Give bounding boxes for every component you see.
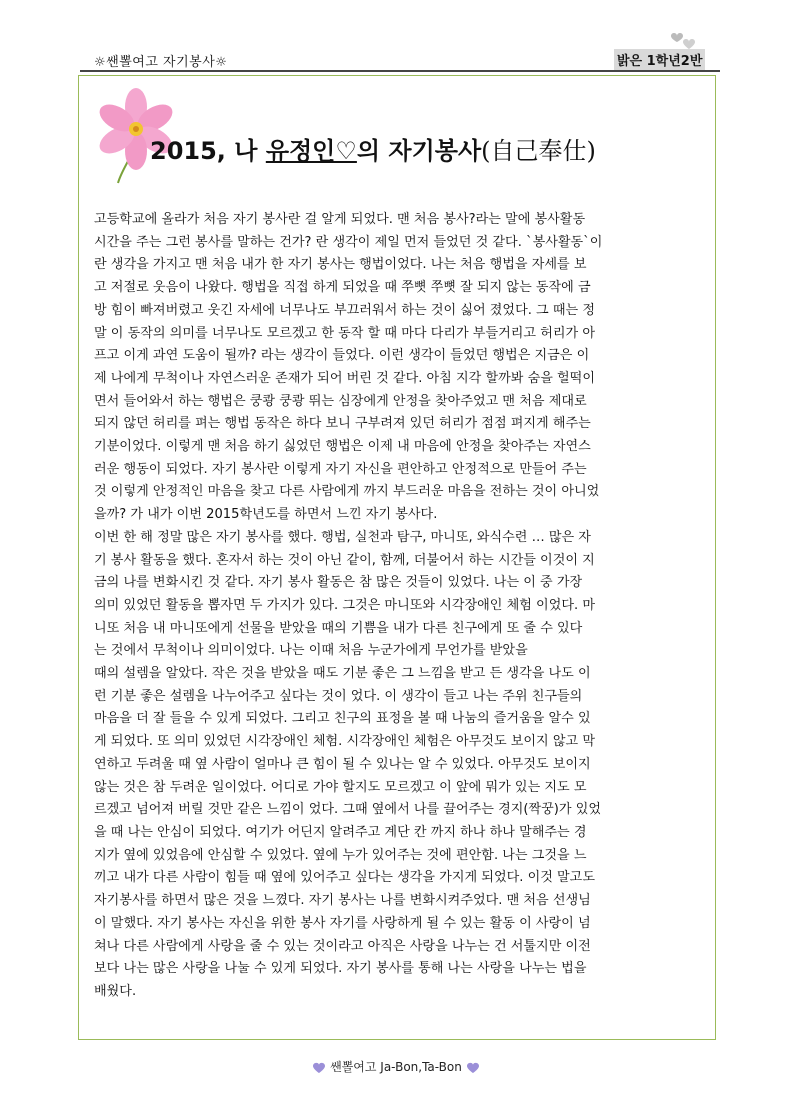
body-line: 연하고 두려울 때 옆 사람이 얼마나 큰 힘이 될 수 있나는 알 수 있었다. 아무것도 보이지 [94,756,591,772]
body-line: 을까? 가 내가 이번 2015학년도를 하면서 느낀 자기 봉사다. [94,507,438,523]
body-line: 자기봉사를 하면서 많은 것을 느꼈다. 자기 봉사는 나를 변화시켜주었다. 맨 처음 선생님 [94,893,591,909]
body-line: 르겠고 넘어져 버릴 것만 같은 느낌이 었다. 그때 옆에서 나를 끌어주는 경지(짝꿍)가 있었 [94,802,602,818]
essay-body [94,209,694,1004]
body-line: 시간을 주는 그런 봉사를 말하는 건가? 란 생각이 제일 먼저 들었던 것 같다. `봉사활동`이 [94,234,603,250]
title-middle: 의 자기봉사 [356,137,482,165]
decorative-hearts-icon [668,30,698,56]
body-line: 금의 나를 변화시킨 것 같다. 자기 봉사 활동은 참 많은 것들이 있었다. 나는 이 중 가장 [94,575,583,591]
header-school-title: ☼쌘뽈여고 자기봉사☼ [94,55,228,70]
body-line: 고등학교에 올라가 처음 자기 봉사란 걸 알게 되었다. 맨 처음 봉사?라는 말에 봉사활동 [94,212,586,227]
body-line: 런 기분 좋은 설렘을 나누어주고 싶다는 것이 었다. 이 생각이 들고 나는 주위 친구들의 [94,688,583,704]
body-line: 보다 나는 많은 사랑을 나눌 수 있게 되었다. 자기 봉사를 통해 나는 사랑을 나누는 법을 [94,961,587,977]
footer-text: 쌘뽈여고 Ja-Bon,Ta-Bon [330,1060,462,1074]
body-line: 끼고 내가 다른 사람이 힘들 때 옆에 있어주고 싶다는 생각을 가지게 되었다. 이것 말고도 [94,870,595,886]
footer [0,1058,792,1075]
heart-icon-right [466,1062,480,1074]
body-line: 않는 것은 참 두려운 일이었다. 어디로 가야 할지도 모르겠고 이 앞에 뭐가 있는 지도 모 [94,779,587,795]
body-line: 면서 들어와서 하는 행법은 쿵쾅 쿵쾅 뛰는 심장에게 안정을 찾아주었고 맨 처음 제대로 [94,393,587,409]
body-line: 때의 설렘을 알았다. 작은 것을 받았을 때도 기분 좋은 그 느낌을 받고 든 생각을 나도 이 [94,666,591,682]
body-line: 제 나에게 무척이나 자연스러운 존재가 되어 버린 것 같다. 아침 지각 할까봐 숨을 헐떡이 [94,370,595,386]
body-line: 이 말했다. 자기 봉사는 자신을 위한 봉사 자기를 사랑하게 될 수 있는 활동 이 사랑이 넘 [94,915,591,931]
body-line: 방 힘이 빠져버렸고 웃긴 자세에 너무나도 부끄러워서 하는 것이 싫어 졌었다. 그 때는 정 [94,302,595,318]
title-name: 유정인♡ [265,137,357,165]
body-line: 러운 행동이 되었다. 자기 봉사란 이렇게 자기 자신을 편안하고 안정적으로 만들어 주는 [94,461,587,477]
body-line: 고 저절로 웃음이 나왔다. 행법을 직접 하게 되었을 때 쭈뼛 쭈뼛 잘 되지 않는 동작에 금 [94,280,591,296]
body-line: 프고 이게 과연 도움이 될까? 라는 생각이 들었다. 이런 생각이 들었던 행법은 지금은 이 [94,348,590,364]
body-line: 말 이 동작의 의미를 너무나도 모르겠고 한 동작 할 때 마다 다리가 부들거리고 허리가 아 [94,325,595,341]
body-line: 란 생각을 가지고 맨 처음 내가 한 자기 봉사는 행법이었다. 나는 처음 행법을 자세를 보 [94,257,587,273]
body-line: 기 봉사 활동을 했다. 혼자서 하는 것이 아닌 같이, 함께, 더불어서 하는 시간들 이것이 지 [94,552,595,568]
title-prefix: 2015, 나 [150,137,266,165]
body-line: 이번 한 해 정말 많은 자기 봉사를 했다. 행법, 실천과 탐구, 마니또, 와식수련 … 많은 자 [94,529,591,545]
body-line: 는 것에서 무척이나 의미이었다. 나는 이때 처음 누군가에게 무언가를 받았을 [94,643,528,659]
body-line: 을 때 나는 안심이 되었다. 여기가 어딘지 알려주고 계단 칸 까지 하나 하나 말해주는 경 [94,824,587,840]
body-line: 게 되었다. 또 의미 있었던 시각장애인 체험. 시각장애인 체험은 아무것도 보이지 않고 막 [94,734,595,750]
header-class-label: 밝은 1학년2반 [614,49,705,70]
body-line: 것 이렇게 안정적인 마음을 찾고 다른 사람에게 까지 부드러운 마음을 전하는 것이 아니었 [94,484,600,500]
body-line: 마음을 더 잘 들을 수 있게 되었다. 그리고 친구의 표정을 볼 때 나눔의 즐거움을 알수 있 [94,711,591,727]
body-line: 기분이었다. 이렇게 맨 처음 하기 싫었던 행법은 이제 내 마음에 안정을 찾아주는 자연스 [94,439,591,455]
body-line: 배웠다. [94,983,137,999]
body-line: 되지 않던 허리를 펴는 행법 동작은 하다 보니 구부려져 있던 허리가 점점 펴지게 해주는 [94,416,591,432]
body-line: 의미 있었던 활동을 뽑자면 두 가지가 있다. 그것은 마니또와 시각장애인 체험 이었다. 마 [94,597,595,613]
heart-icon [312,1062,326,1074]
body-line: 지가 옆에 있었음에 안심할 수 있었다. 옆에 누가 있어주는 것에 편안함. 나는 그것을 느 [94,847,587,863]
header-divider [80,70,720,72]
body-line: 니또 처음 내 마니또에게 선물을 받았을 때의 기쁨을 내가 다른 친구에게 또 줄 수 있다 [94,620,583,636]
body-line: 쳐나 다른 사람에게 사랑을 줄 수 있는 것이라고 아직은 사랑을 나누는 건 서툴지만 이전 [94,938,591,954]
title-hanja: (自己奉仕) [481,137,596,165]
page-title [150,131,596,166]
